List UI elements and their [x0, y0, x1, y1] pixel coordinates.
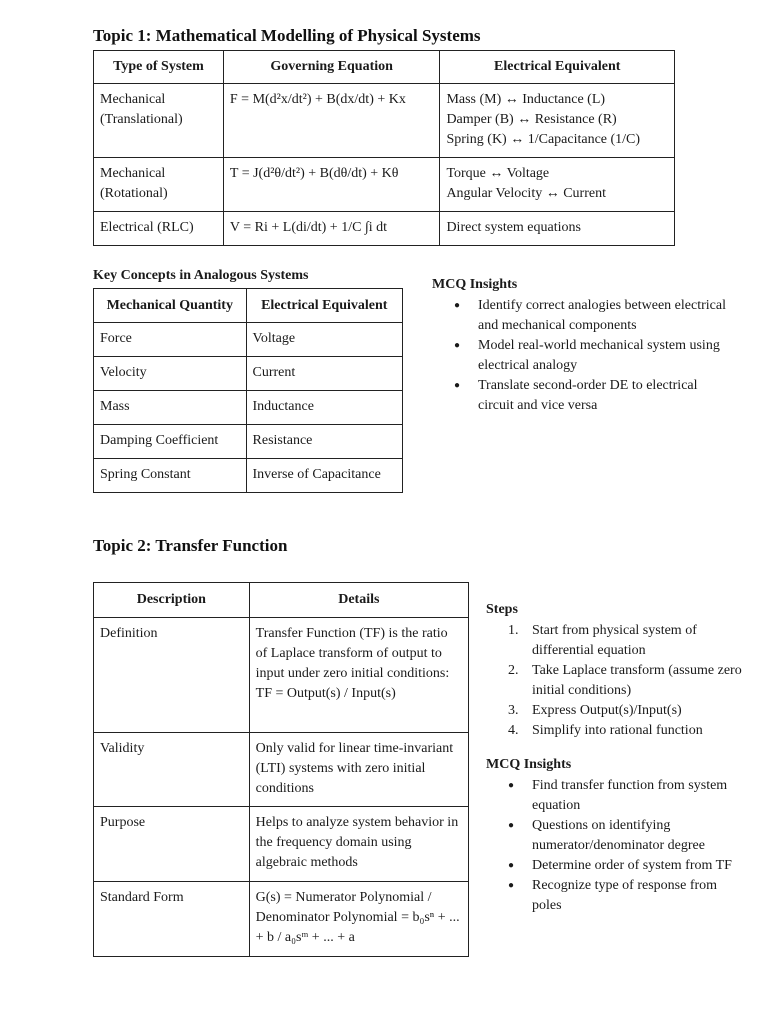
equivalent-line: Mass (M) ↔ Inductance (L) — [446, 92, 606, 107]
equivalent-line: Damper (B) ↔ Resistance (R) — [446, 112, 617, 127]
list-item: 1. Start from physical system of differential equation — [508, 623, 697, 658]
description-cell: Purpose — [94, 807, 250, 882]
equivalent-cell — [440, 212, 675, 246]
column-header: Governing Equation — [223, 51, 440, 84]
topic1-table — [93, 50, 675, 246]
step-text: Simplify into rational function — [532, 723, 703, 738]
equivalent-line: Angular Velocity ↔ Current — [446, 186, 606, 201]
equivalent-cell — [440, 158, 675, 212]
table-header-row — [94, 289, 403, 323]
list-item: ● Determine order of system from TF — [486, 856, 748, 876]
key-concepts-title: Key Concepts in Analogous Systems — [93, 268, 309, 283]
description-cell: Standard Form — [94, 882, 250, 957]
table-cell: Spring Constant — [94, 459, 247, 493]
details-cell: Transfer Function (TF) is the ratio of Laplace transform of output to input under zero initial conditions: TF = Output(s) / Input(s) — [249, 618, 468, 733]
topic2-table — [93, 582, 469, 957]
column-header: Description — [94, 583, 250, 618]
system-type-cell: Electrical (RLC) — [94, 212, 224, 246]
column-header: Mechanical Quantity — [94, 289, 247, 323]
equation-cell: T = J(d²θ/dt²) + B(dθ/dt) + Kθ — [223, 158, 440, 212]
table-cell: Voltage — [246, 323, 402, 357]
table-row — [94, 212, 675, 246]
mcq-insights-2 — [486, 755, 748, 916]
table-cell: Inductance — [246, 391, 402, 425]
table-row — [94, 323, 403, 357]
mcq-insights-list — [432, 296, 732, 416]
key-concepts-table — [93, 288, 403, 493]
list-item: 4. Simplify into rational function — [508, 723, 703, 738]
list-item: ● Translate second-order DE to electrical circuit and vice versa — [432, 376, 732, 416]
table-header-row — [94, 51, 675, 84]
column-header: Electrical Equivalent — [440, 51, 675, 84]
description-cell: Validity — [94, 733, 250, 807]
topic1-title: Topic 1: Mathematical Modelling of Physical Systems — [93, 26, 481, 45]
step-text: Express Output(s)/Input(s) — [532, 703, 682, 718]
table-row — [94, 733, 469, 807]
list-item: 3. Express Output(s)/Input(s) — [508, 703, 682, 718]
step-text: Take Laplace transform (assume zero initial conditions) — [532, 663, 742, 698]
steps-section — [486, 600, 748, 741]
equivalent-line: Spring (K) ↔ 1/Capacitance (1/C) — [446, 132, 641, 147]
table-row — [94, 391, 403, 425]
system-type-cell: Mechanical (Rotational) — [94, 158, 224, 212]
topic2-title: Topic 2: Transfer Function — [93, 536, 288, 555]
table-cell: Damping Coefficient — [94, 425, 247, 459]
table-cell: Velocity — [94, 357, 247, 391]
equation-cell: V = Ri + L(di/dt) + 1/C ∫i dt — [223, 212, 440, 246]
table-header-row — [94, 583, 469, 618]
table-cell: Resistance — [246, 425, 402, 459]
mcq-insights-1 — [432, 275, 732, 416]
equivalent-line: Torque ↔ Voltage — [446, 166, 550, 181]
equivalent-cell — [440, 84, 675, 158]
table-row — [94, 459, 403, 493]
column-header: Electrical Equivalent — [246, 289, 402, 323]
table-cell: Inverse of Capacitance — [246, 459, 402, 493]
steps-list — [486, 621, 748, 741]
mcq-insights-list — [486, 776, 748, 916]
column-header: Type of System — [94, 51, 224, 84]
table-cell: Force — [94, 323, 247, 357]
table-row — [94, 807, 469, 882]
details-cell: Only valid for linear time-invariant (LTI) systems with zero initial conditions — [249, 733, 468, 807]
table-row — [94, 425, 403, 459]
table-row — [94, 882, 469, 957]
list-item: 2. Take Laplace transform (assume zero initial conditions) — [508, 663, 742, 698]
description-cell: Definition — [94, 618, 250, 733]
details-cell: G(s) = Numerator Polynomial / Denominator Polynomial = b₀sⁿ + ... + b⁠ / a₀sᵐ + ... + a⁠ — [249, 882, 468, 957]
table-row — [94, 84, 675, 158]
list-item: ● Recognize type of response from poles — [486, 876, 748, 916]
list-item: ● Identify correct analogies between electrical and mechanical components — [432, 296, 732, 336]
mcq-insights-title: MCQ Insights — [432, 277, 518, 292]
equation-cell: F = M(d²x/dt²) + B(dx/dt) + Kx — [223, 84, 440, 158]
table-cell: Mass — [94, 391, 247, 425]
list-item: ● Find transfer function from system equation — [486, 776, 748, 816]
step-text: Start from physical system of differential equation — [532, 623, 697, 658]
table-row — [94, 357, 403, 391]
steps-title: Steps — [486, 602, 518, 617]
details-cell: Helps to analyze system behavior in the frequency domain using algebraic methods — [249, 807, 468, 882]
list-item: ● Questions on identifying numerator/denominator degree — [486, 816, 748, 856]
table-row — [94, 158, 675, 212]
table-cell: Current — [246, 357, 402, 391]
column-header: Details — [249, 583, 468, 618]
list-item: ● Model real-world mechanical system using electrical analogy — [432, 336, 732, 376]
system-type-cell: Mechanical (Translational) — [94, 84, 224, 158]
table-row — [94, 618, 469, 733]
equivalent-line: Direct system equations — [446, 220, 581, 235]
mcq-insights-title: MCQ Insights — [486, 757, 572, 772]
